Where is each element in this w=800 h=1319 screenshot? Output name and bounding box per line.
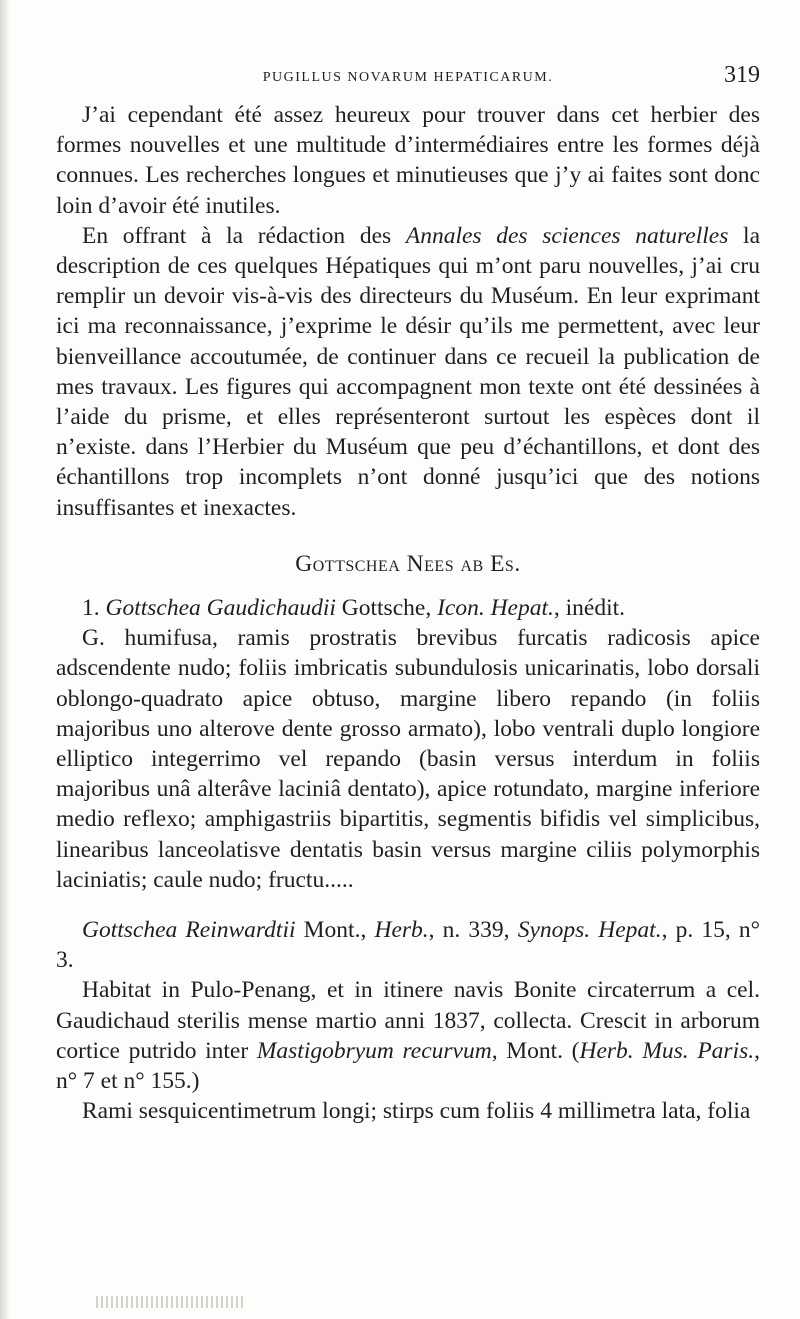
synonym-author: Mont., [295, 917, 375, 944]
synonym-tail: , p. 15, n° 3. [56, 917, 760, 974]
journal-title: Annales des sciences naturelles [405, 222, 729, 249]
synonym-synopsis: Synops. Hepat. [517, 917, 662, 944]
habitat-text: Habitat in Pulo-Penang, et in itinere navis Bonite circaterrum a cel. Gaudichaud sterilis mense martio anni 1837, collecta. Crescit in arborum cortice putrido inter [56, 977, 760, 1064]
habitat-paragraph [56, 975, 760, 1096]
herbarium-reference: Herb. Mus. Paris. [579, 1037, 755, 1064]
species-reference-tail: , inédit. [553, 595, 626, 622]
paragraph-text: la description de ces quelques Hépatiques qui m’ont paru nouvelles, j’ai cru remplir un devoir vis-à-vis des directeurs du Muséum. En leur exprimant ici ma reconnaissance, j’exprime le désir qu’ils me permettent, avec leur bienveillance accoutumée, de continuer dans ce recueil la publication de mes travaux. Les figures qui accompagnent mon texte ont été dessinées à l’aide du prisme, et elles représenteront surtout les espèces dont il n’existe. dans l’Herbier du Muséum que peu d’échantillons, et dont des échantillons trop incomplets n’ont donné jusqu’ici que des notions insuffisantes et inexactes. [56, 222, 761, 521]
species-name: Gottschea Gaudichaudii [105, 595, 336, 622]
species-entry [56, 593, 760, 623]
page-header [56, 62, 760, 92]
habitat-text: , n° 7 et n° 155.) [56, 1037, 760, 1095]
section-heading: Gottschea Nees ab Es. [295, 550, 521, 577]
running-head: PUGILLUS NOVARUM HEPATICARUM. [262, 70, 554, 85]
synonym-entry [56, 915, 760, 975]
species-number: 1. [82, 595, 100, 622]
species-reference: Icon. Hepat. [437, 595, 554, 622]
measurements-line: Rami sesquicentimetrum longi; stirps cum foliis 4 millimetra lata, folia [82, 1098, 751, 1125]
body-text [56, 100, 760, 1127]
spacer [56, 895, 760, 915]
associated-moss: Mastigobryum recurvum [256, 1037, 492, 1064]
paragraph-text: En offrant à la rédaction des [82, 222, 406, 249]
paragraph-acknowledgement [56, 221, 760, 523]
habitat-text: , Mont. ( [491, 1037, 580, 1064]
page-number: 319 [724, 62, 760, 88]
book-gutter-shadow [0, 0, 10, 1319]
paragraph-intro: J’ai cependant été assez heureux pour trouver dans cet herbier des formes nouvelles et une multitude d’intermédiaires entre les formes déjà connues. Les recherches longues et minutieuses que j’y ai faites sont donc loin d’avoir été inutiles. [56, 102, 760, 219]
species-author: Gottsche, [335, 595, 438, 622]
print-smudge [96, 1296, 246, 1308]
synonym-herbarium: Herb. [374, 917, 429, 944]
synonym-name: Gottschea Reinwardtii [82, 917, 296, 944]
species-description: G. humifusa, ramis prostratis brevibus furcatis radicosis apice adscendente nudo; foliis imbricatis subundulosis unicarinatis, lobo dorsali oblongo-quadrato apice obtuso, margine libero repando (in foliis majoribus uno alterove dente grosso armato), lobo ventrali duplo longiore elliptico integerrimo vel repando (basin versus interdum in foliis majoribus unâ alterâve laciniâ dentato), apice rotundato, margine inferiore medio reflexo; amphigastriis bipartitis, segmentis bifidis vel simplicibus, linearibus lanceolatisve dentatis basin versus margine ciliis polymorphis laciniatis; caule nudo; fructu..... [56, 625, 760, 893]
synonym-mid: , n. 339, [428, 917, 518, 944]
